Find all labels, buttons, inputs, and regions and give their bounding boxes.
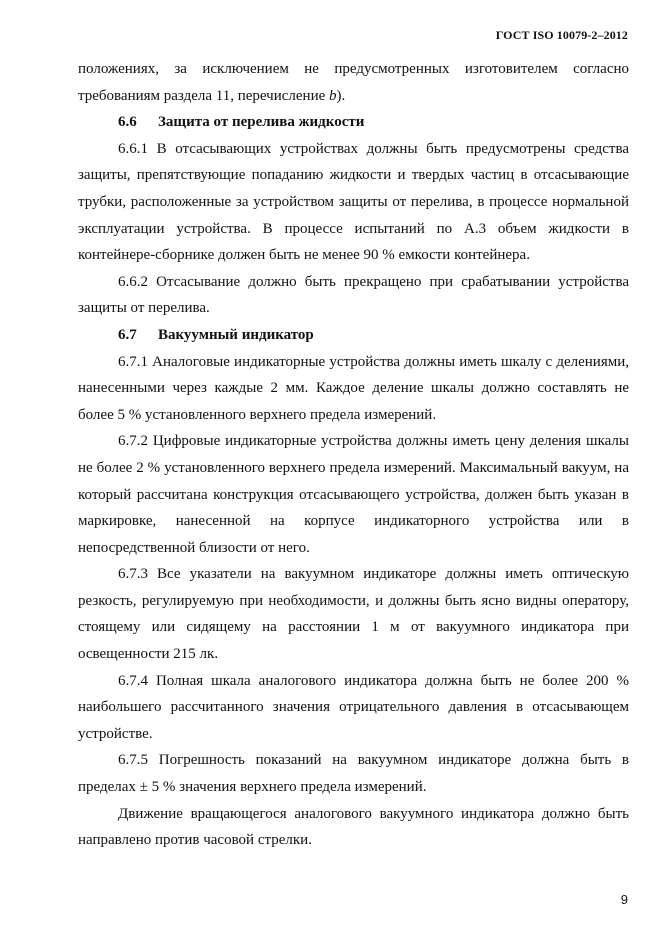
section-number: 6.7 [118, 326, 137, 343]
paragraph-6-7-4: 6.7.4 Полная шкала аналогового индикатора должна быть не более 200 % наибольшего рассчитанного значения отрицательного давления в отсасывающем устройстве. [78, 672, 629, 742]
page-number: 9 [620, 892, 628, 907]
intro-paragraph [78, 56, 629, 109]
intro-italic: b [329, 87, 337, 104]
paragraph-6-6-2: 6.6.2 Отсасывание должно быть прекращено при срабатывании устройства защиты от перелива. [78, 273, 629, 317]
document-header: ГОСТ ISO 10079-2–2012 [495, 28, 628, 42]
paragraph-6-7-2: 6.7.2 Цифровые индикаторные устройства должны иметь цену деления шкалы не более 2 % установленного верхнего предела измерений. Максимальный вакуум, на который рассчитана конструкция отсасывающего устройства, должен быть указан в маркировке, нанесенной на корпусе индикаторного устройства или в непосредственной близости от него. [78, 433, 629, 556]
paragraph-6-6-1: 6.6.1 В отсасывающих устройствах должны быть предусмотрены средства защиты, препятствующие попаданию жидкости и твердых частиц в отсасывающие трубки, расположенные за устройством защиты от перелива, в процессе нормальной эксплуатации устройства. В процессе испытаний по А.3 объем жидкости в контейнере-сборнике должен быть не менее 90 % емкости контейнера. [78, 140, 629, 264]
section-heading-6-6 [78, 109, 629, 136]
section-title: Вакуумный индикатор [158, 326, 314, 343]
document-body [78, 56, 629, 854]
intro-text-before: положениях, за исключением не предусмотренных изготовителем согласно требованиям раздела 11, перечисление [78, 61, 629, 104]
section-number: 6.6 [118, 114, 137, 131]
paragraph-6-7-3: 6.7.3 Все указатели на вакуумном индикаторе должны иметь оптическую резкость, регулируемую при необходимости, и должны быть ясно видны оператору, стоящему или сидящему на расстоянии 1 м от вакуумного индикатора при освещенности 215 лк. [78, 566, 629, 663]
intro-text-after: ). [336, 87, 346, 104]
section-title: Защита от перелива жидкости [158, 114, 365, 131]
section-heading-6-7 [78, 322, 629, 349]
paragraph-6-7-5: 6.7.5 Погрешность показаний на вакуумном индикаторе должна быть в пределах ± 5 % значения верхнего предела измерений. [78, 752, 629, 796]
paragraph-6-7-1: 6.7.1 Аналоговые индикаторные устройства должны иметь шкалу с делениями, нанесенными через каждые 2 мм. Каждое деление шкалы должно составлять не более 5 % установленного верхнего предела измерений. [78, 353, 629, 423]
paragraph-rotation: Движение вращающегося аналогового вакуумного индикатора должно быть направлено против часовой стрелки. [78, 805, 629, 849]
